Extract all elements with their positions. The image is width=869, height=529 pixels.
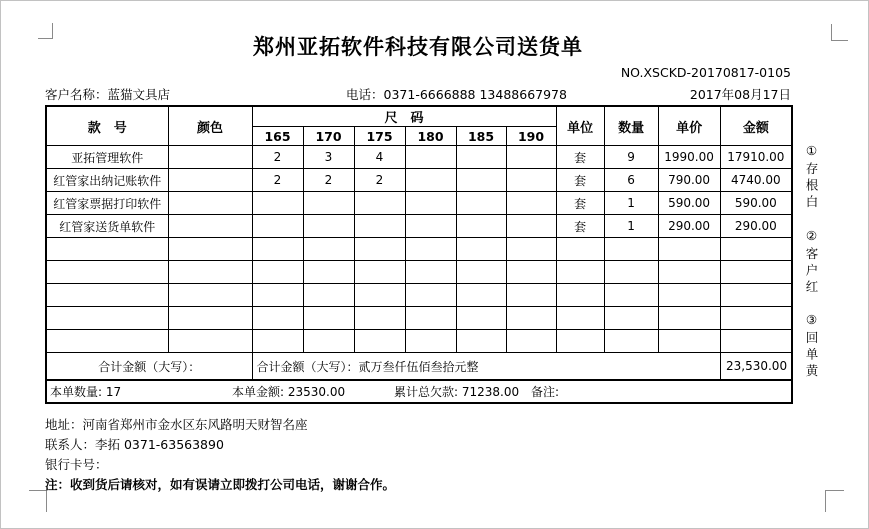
note-line: 注：收到货后请核对，如有误请立即拨打公司电话，谢谢合作。 [45,477,396,492]
amount-cell: 590.00 [720,192,792,215]
copy-label-customer-red [802,228,820,297]
size-cell [354,192,405,215]
copy-label-text: 回单黄 [804,331,819,381]
size-cell [252,192,303,215]
empty-table-row [46,330,792,353]
info-row [45,85,791,101]
unit-cell: 套 [556,192,604,215]
size-cell [354,215,405,238]
header-size-190: 190 [506,127,556,146]
summary-total-qty: 本单数量: 17 [50,385,122,399]
size-cell [303,215,354,238]
summary-row [46,380,792,403]
phone-label: 电话： [346,87,384,102]
header-size-170: 170 [303,127,354,146]
crop-mark-top-right [831,24,848,41]
unit-cell: 套 [556,146,604,169]
table-row [46,146,792,169]
item-name-cell: 红管家出纳记账软件 [46,169,168,192]
total-amount-number: 23,530.00 [720,353,792,381]
price-cell: 1990.00 [658,146,720,169]
size-cell: 2 [354,169,405,192]
phone [346,85,567,103]
header-price: 单价 [658,106,720,146]
contact-line: 联系人：李拓 0371-63563890 [45,437,224,452]
size-cell [456,215,506,238]
page-title: 郑州亚拓软件科技有限公司送货单 [253,35,583,59]
qty-cell: 1 [604,215,658,238]
copy-label-stub-white [802,143,820,212]
customer-label: 客户名称： [45,87,108,102]
size-cell: 2 [252,146,303,169]
size-cell: 3 [303,146,354,169]
address-line: 地址：河南省郑州市金水区东风路明天财智名座 [45,417,308,432]
date: 2017年08月17日 [689,87,791,102]
header-size: 尺 码 [252,106,556,127]
header-qty: 数量 [604,106,658,146]
header-unit: 单位 [556,106,604,146]
size-cell: 2 [252,169,303,192]
color-cell [168,146,252,169]
size-cell [456,169,506,192]
size-cell [405,192,456,215]
summary-total-amount: 本单金额: 23530.00 [232,385,346,399]
unit-cell: 套 [556,169,604,192]
copy-label-receipt-yellow [802,312,820,381]
size-cell: 2 [303,169,354,192]
table-row [46,215,792,238]
color-cell [168,215,252,238]
header-size-175: 175 [354,127,405,146]
price-cell: 590.00 [658,192,720,215]
amount-cell: 17910.00 [720,146,792,169]
summary-total-owed: 累计总欠款: 71238.00 [394,385,520,399]
header-size-165: 165 [252,127,303,146]
empty-table-row [46,261,792,284]
table-row [46,192,792,215]
item-name-cell: 红管家送货单软件 [46,215,168,238]
price-cell: 790.00 [658,169,720,192]
copy-labels [802,143,820,397]
customer-value: 蓝猫文具店 [107,87,171,102]
unit-cell: 套 [556,215,604,238]
header-item: 款 号 [46,106,168,146]
copy-label-number: ① [804,143,819,162]
size-cell [506,169,556,192]
size-cell [405,146,456,169]
footer [45,415,791,495]
total-amount-words: 合计金额（大写）：贰万叁仟伍佰叁拾元整 [252,353,720,381]
header-color: 颜色 [168,106,252,146]
amount-cell: 290.00 [720,215,792,238]
amount-cell: 4740.00 [720,169,792,192]
crop-mark-bottom-right [825,490,844,512]
size-cell [456,146,506,169]
item-name-cell: 红管家票据打印软件 [46,192,168,215]
header-amount: 金额 [720,106,792,146]
table-row [46,169,792,192]
empty-table-row [46,238,792,261]
document-number: NO.XSCKD-20170817-0105 [620,65,791,80]
qty-cell: 1 [604,192,658,215]
size-cell [252,215,303,238]
size-cell [506,215,556,238]
table-header-row-1 [46,106,792,127]
size-cell [506,192,556,215]
size-cell [405,215,456,238]
color-cell [168,169,252,192]
color-cell [168,192,252,215]
empty-table-row [46,284,792,307]
qty-cell: 9 [604,146,658,169]
customer-name [45,87,170,102]
total-label: 合计金额（大写）： [46,353,252,381]
qty-cell: 6 [604,169,658,192]
summary-remark-label: 备注: [531,385,560,399]
size-cell [456,192,506,215]
header-size-185: 185 [456,127,506,146]
bank-card-line: 银行卡号： [45,457,108,472]
copy-label-text: 客户红 [804,246,819,296]
empty-table-row [46,307,792,330]
copy-label-number: ② [804,227,819,247]
price-cell: 290.00 [658,215,720,238]
size-cell: 4 [354,146,405,169]
copy-label-text: 存根白 [804,162,819,212]
size-cell [303,192,354,215]
phone-value: 0371-6666888 13488667978 [383,87,567,102]
items-table [45,105,793,404]
item-name-cell: 亚拓管理软件 [46,146,168,169]
total-row [46,353,792,381]
header-size-180: 180 [405,127,456,146]
copy-label-number: ③ [804,312,819,331]
size-cell [506,146,556,169]
size-cell [405,169,456,192]
